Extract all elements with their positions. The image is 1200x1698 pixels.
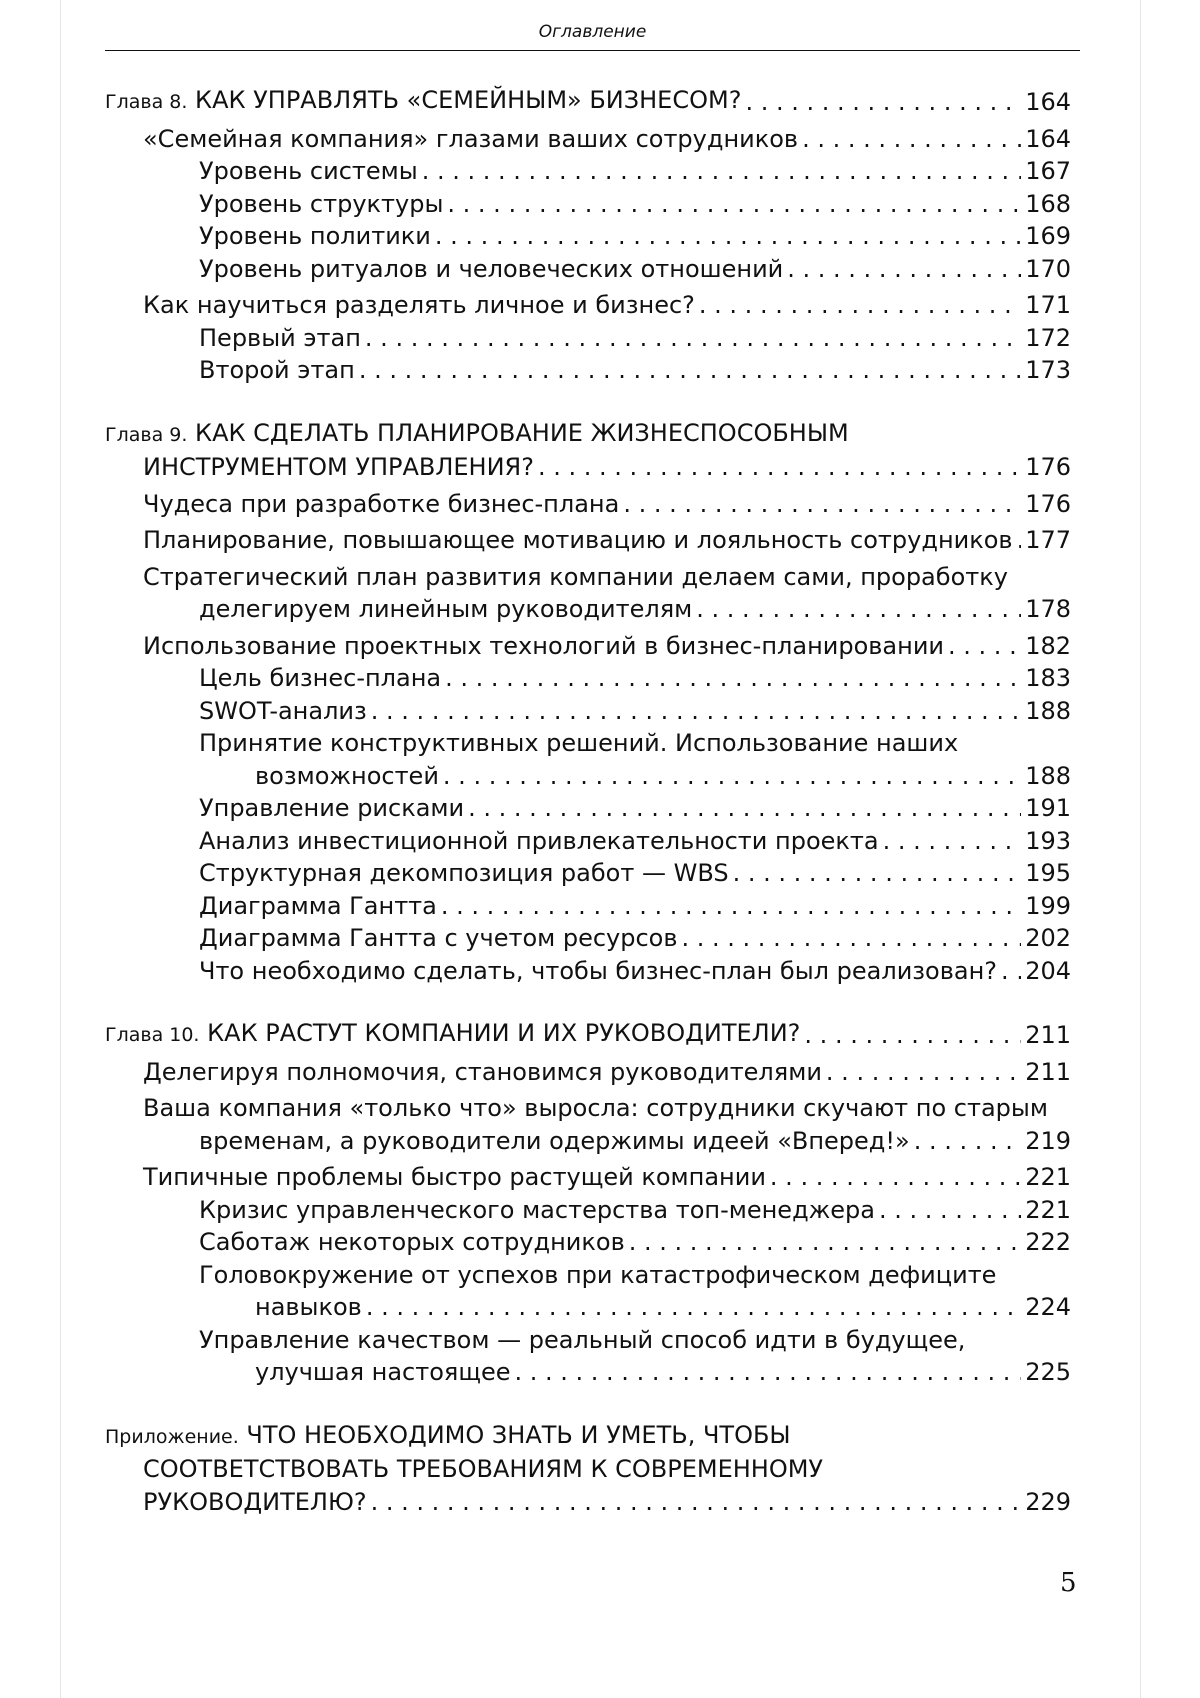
entry-title: Второй этап <box>199 356 355 384</box>
page-number: 164 <box>1025 124 1071 153</box>
page-number: 224 <box>1025 1293 1071 1321</box>
entry-title: Цель бизнес-плана <box>199 664 442 692</box>
toc-entry[interactable] <box>105 792 1071 825</box>
page-number: 222 <box>1025 1228 1071 1256</box>
entry-title: Диаграмма Гантта с учетом ресурсов <box>199 924 678 952</box>
entry-title: навыков <box>255 1293 362 1321</box>
leader-dots <box>1001 955 1021 988</box>
leader-dots <box>696 593 1021 626</box>
leader-dots <box>468 792 1021 825</box>
chapter-heading-line <box>105 417 1071 452</box>
leader-dots <box>371 695 1021 728</box>
page-number: 204 <box>1025 956 1071 985</box>
page-number: 221 <box>1025 1163 1071 1191</box>
entry-title: Использование проектных технологий в бизнес-планировании <box>143 631 945 660</box>
page-number: 182 <box>1025 631 1071 660</box>
entry-title: Кризис управленческого мастерства топ-менеджера <box>199 1195 875 1224</box>
folio-page-number: 5 <box>1060 1568 1077 1598</box>
entry-title: Чудеса при разработке бизнес-плана <box>143 489 620 518</box>
page-number: 193 <box>1025 826 1071 855</box>
page-number: 177 <box>1025 526 1071 554</box>
toc-entry[interactable] <box>105 890 1071 923</box>
entry-title: Первый этап <box>199 323 361 352</box>
entry-title-line: Принятие конструктивных решений. Использование наших <box>199 729 959 757</box>
toc-entry[interactable] <box>105 695 1071 728</box>
toc-entry[interactable] <box>105 1056 1071 1089</box>
chapter-9 <box>105 417 1071 988</box>
leader-dots <box>422 155 1021 188</box>
chapter-label: Глава 9. <box>105 423 188 446</box>
entry-title: Управление рисками <box>199 794 465 822</box>
chapter-heading[interactable] <box>105 1017 1071 1052</box>
leader-dots <box>371 1486 1022 1519</box>
leader-dots <box>682 922 1022 955</box>
page-number: 221 <box>1025 1195 1071 1224</box>
leader-dots <box>538 451 1021 484</box>
appendix-label: Приложение. <box>105 1425 239 1448</box>
page-number: 199 <box>1025 891 1071 920</box>
page-number: 211 <box>1025 1021 1071 1049</box>
leader-dots <box>770 1161 1021 1194</box>
entry-title: Как научиться разделять личное и бизнес? <box>143 291 695 319</box>
page-number: 191 <box>1025 794 1071 822</box>
entry-title: Уровень структуры <box>199 189 444 218</box>
entry-title: Делегируя полномочия, становимся руководителями <box>143 1057 822 1086</box>
toc-entry[interactable] <box>105 1125 1071 1158</box>
entry-title: Типичные проблемы быстро растущей компании <box>143 1163 766 1191</box>
page-edge-right <box>1140 0 1141 1698</box>
leader-dots <box>441 890 1021 923</box>
leader-dots <box>515 1356 1022 1389</box>
entry-title: Планирование, повышающее мотивацию и лояльность сотрудников <box>143 526 1013 554</box>
toc-entry[interactable] <box>105 524 1071 557</box>
page-number: 178 <box>1025 595 1071 623</box>
chapter-title: КАК РАСТУТ КОМПАНИИ И ИХ РУКОВОДИТЕЛИ? <box>207 1019 801 1047</box>
toc-entry[interactable] <box>105 188 1071 221</box>
toc-entry[interactable] <box>105 1161 1071 1194</box>
entry-title: Саботаж некоторых сотрудников <box>199 1228 625 1256</box>
entry-title: «Семейная компания» глазами ваших сотрудников <box>143 124 799 153</box>
leader-dots <box>745 86 1021 119</box>
page-number: 183 <box>1025 664 1071 692</box>
running-head: Оглавление <box>538 22 647 42</box>
chapter-8 <box>105 84 1071 387</box>
toc-entry[interactable] <box>105 857 1071 890</box>
toc-entry[interactable] <box>105 155 1071 188</box>
chapter-label: Глава 10. <box>105 1024 200 1046</box>
entry-title-line: Стратегический план развития компании делаем сами, проработку <box>143 562 1008 591</box>
page-number: 188 <box>1025 696 1071 725</box>
entry-title: Диаграмма Гантта <box>199 891 437 920</box>
toc-entry[interactable] <box>105 760 1071 793</box>
entry-title: Структурная декомпозиция работ — WBS <box>199 859 729 887</box>
leader-dots <box>948 630 1021 663</box>
entry-title: временам, а руководители одержимы идеей «Вперед!» <box>199 1126 910 1155</box>
toc-entry[interactable] <box>105 253 1071 286</box>
page-number: 202 <box>1025 924 1071 952</box>
leader-dots <box>445 662 1021 695</box>
entry-title: Уровень системы <box>199 157 418 185</box>
leader-dots <box>733 857 1022 890</box>
leader-dots <box>447 188 1021 221</box>
leader-dots <box>883 825 1022 858</box>
chapter-label: Глава 8. <box>105 91 188 113</box>
toc-entry[interactable] <box>105 825 1071 858</box>
entry-title-line: Управление качеством — реальный способ идти в будущее, <box>199 1325 966 1354</box>
toc-entry[interactable] <box>105 322 1071 355</box>
page-number: 167 <box>1025 157 1071 185</box>
page-number: 170 <box>1025 254 1071 283</box>
toc-entry[interactable] <box>105 1194 1071 1227</box>
page-number: 225 <box>1025 1358 1071 1386</box>
page-number: 168 <box>1025 189 1071 218</box>
page-number: 219 <box>1025 1126 1071 1155</box>
leader-dots <box>1017 524 1022 557</box>
page-number: 176 <box>1025 453 1071 481</box>
leader-dots <box>699 289 1021 322</box>
page-number: 169 <box>1025 222 1071 250</box>
leader-dots <box>787 253 1021 286</box>
toc-entry[interactable] <box>105 662 1071 695</box>
entry-title: делегируем линейным руководителям <box>199 595 693 623</box>
page-number: 195 <box>1025 859 1071 887</box>
toc-entry[interactable] <box>105 123 1071 156</box>
entry-title: SWOT-анализ <box>199 696 367 725</box>
chapter-10 <box>105 1017 1071 1389</box>
leader-dots <box>879 1194 1021 1227</box>
page-number: 229 <box>1025 1487 1071 1516</box>
appendix-title-continued: РУКОВОДИТЕЛЮ? <box>143 1487 367 1516</box>
appendix-title: ЧТО НЕОБХОДИМО ЗНАТЬ И УМЕТЬ, ЧТОБЫ <box>246 1420 791 1449</box>
toc-entry[interactable] <box>105 220 1071 253</box>
toc-entry[interactable] <box>105 1356 1071 1389</box>
entry-title: Анализ инвестиционной привлекательности проекта <box>199 826 879 855</box>
page-number: 171 <box>1025 291 1071 319</box>
toc-entry[interactable] <box>105 354 1071 387</box>
chapter-title: КАК УПРАВЛЯТЬ «СЕМЕЙНЫМ» БИЗНЕСОМ? <box>195 86 742 114</box>
header-rule <box>105 50 1080 51</box>
page-edge-left <box>60 0 61 1698</box>
toc-entry[interactable] <box>105 630 1071 663</box>
leader-dots <box>804 1019 1021 1052</box>
page-number: 176 <box>1025 489 1071 518</box>
toc-entry[interactable] <box>105 955 1071 988</box>
page-number: 211 <box>1025 1057 1071 1086</box>
entry-title: возможностей <box>255 761 439 790</box>
page-number: 172 <box>1025 323 1071 352</box>
toc-entry[interactable] <box>105 488 1071 521</box>
leader-dots <box>629 1226 1021 1259</box>
leader-dots <box>623 488 1021 521</box>
page-number: 164 <box>1025 88 1071 116</box>
toc-entry[interactable] <box>105 1291 1071 1324</box>
entry-title-line: Ваша компания «только что» выросла: сотрудники скучают по старым <box>143 1094 1048 1122</box>
appendix <box>105 1419 1071 1519</box>
leader-dots <box>435 220 1021 253</box>
chapter-heading[interactable] <box>105 84 1071 119</box>
toc-entry[interactable] <box>105 1226 1071 1259</box>
entry-title: Что необходимо сделать, чтобы бизнес-план был реализован? <box>199 956 998 985</box>
chapter-heading[interactable] <box>105 451 1071 484</box>
entry-title-line: Головокружение от успехов при катастрофическом дефиците <box>199 1260 997 1289</box>
chapter-title: КАК СДЕЛАТЬ ПЛАНИРОВАНИЕ ЖИЗНЕСПОСОБНЫМ <box>195 418 849 447</box>
toc-entry[interactable] <box>105 593 1071 626</box>
leader-dots <box>443 760 1021 793</box>
leader-dots <box>365 322 1021 355</box>
leader-dots <box>359 354 1021 387</box>
toc-entry[interactable] <box>105 922 1071 955</box>
entry-title: Уровень ритуалов и человеческих отношений <box>199 254 784 283</box>
page-number: 173 <box>1025 356 1071 384</box>
page-number: 188 <box>1025 761 1071 790</box>
appendix-heading-line: СООТВЕТСТВОВАТЬ ТРЕБОВАНИЯМ К СОВРЕМЕННОМУ <box>143 1455 824 1483</box>
appendix-heading[interactable] <box>105 1486 1071 1519</box>
toc-entry[interactable] <box>105 289 1071 322</box>
appendix-heading-line <box>105 1419 1071 1454</box>
leader-dots <box>826 1056 1021 1089</box>
entry-title: улучшая настоящее <box>255 1358 511 1386</box>
leader-dots <box>366 1291 1021 1324</box>
entry-title: Уровень политики <box>199 222 431 250</box>
leader-dots <box>802 123 1021 156</box>
chapter-title-continued: ИНСТРУМЕНТОМ УПРАВЛЕНИЯ? <box>143 453 534 481</box>
leader-dots <box>914 1125 1021 1158</box>
table-of-contents <box>105 84 1071 1548</box>
